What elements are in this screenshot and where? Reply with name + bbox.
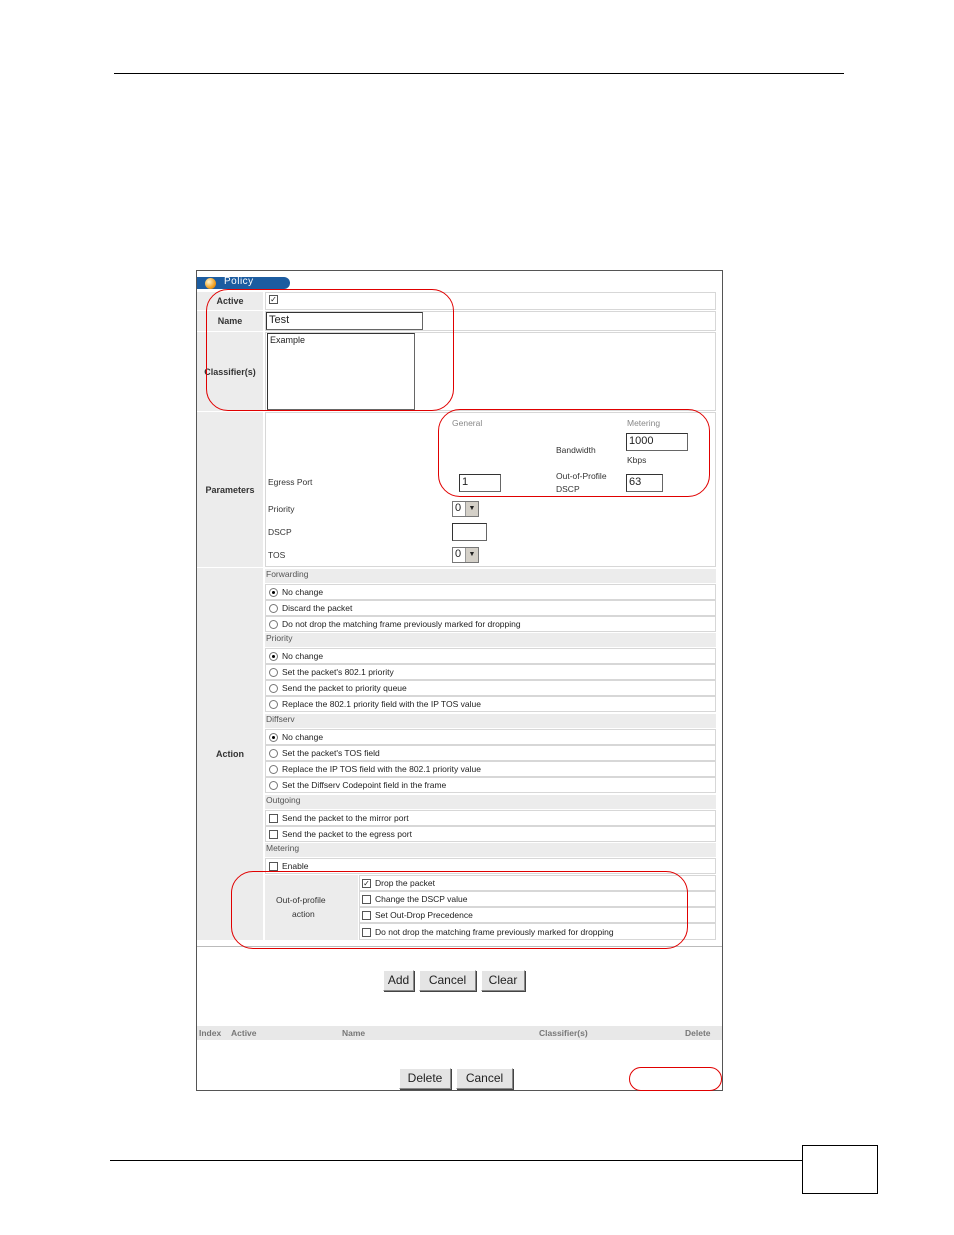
annotation-ring-general <box>206 289 454 411</box>
active-checkbox[interactable]: ✓ <box>270 295 277 304</box>
chevron-down-icon[interactable]: ▼ <box>465 548 478 562</box>
option-label: Do not drop the matching frame previously marked for dropping <box>282 619 521 629</box>
option-label: Set Out-Drop Precedence <box>375 910 473 920</box>
option-label: Replace the IP TOS field with the 802.1 priority value <box>282 764 481 774</box>
out-of-profile-label-1: Out-of-profile <box>276 895 326 905</box>
cancel-table-button[interactable]: Cancel <box>456 1068 513 1089</box>
checkbox[interactable] <box>269 830 278 839</box>
radio-button[interactable] <box>269 765 278 774</box>
checkbox[interactable] <box>269 862 278 871</box>
page-number-box <box>802 1145 878 1194</box>
diffserv-option-set-tos[interactable] <box>269 748 380 758</box>
policy-title-tab <box>197 277 290 289</box>
forwarding-header: Forwarding <box>265 569 716 583</box>
classifier-option[interactable]: Example <box>270 335 306 345</box>
option-label: Send the packet to the egress port <box>282 829 412 839</box>
forwarding-option-discard[interactable] <box>269 603 352 613</box>
radio-button[interactable] <box>269 781 278 790</box>
tos-select[interactable] <box>452 547 479 563</box>
column-delete: Delete <box>685 1028 711 1038</box>
egress-port-input[interactable]: 1 <box>459 474 501 492</box>
bandwidth-label: Bandwidth <box>556 445 596 455</box>
column-index: Index <box>199 1028 222 1038</box>
dscp-input[interactable] <box>452 523 487 541</box>
option-label: Change the DSCP value <box>375 894 468 904</box>
column-classifiers: Classifier(s) <box>539 1028 588 1038</box>
metering-label: Metering <box>627 418 661 428</box>
radio-button[interactable] <box>269 620 278 629</box>
option-label: Do not drop the matching frame previously marked for dropping <box>375 927 614 937</box>
panel-title: Policy <box>224 276 254 287</box>
diffserv-option-replace-tos[interactable] <box>269 764 481 774</box>
general-label: General <box>452 418 483 428</box>
label-active: Active <box>197 292 263 311</box>
diffserv-option-no-change[interactable] <box>269 732 323 742</box>
oop-dscp-input[interactable]: 63 <box>626 474 663 492</box>
label-parameters: Parameters <box>197 412 263 568</box>
annotation-ring-corner <box>629 1067 722 1091</box>
radio-button[interactable] <box>269 668 278 677</box>
radio-button[interactable] <box>269 700 278 709</box>
option-label: Send the packet to priority queue <box>282 683 407 693</box>
forwarding-option-no-change[interactable] <box>269 587 323 597</box>
priority-option-queue[interactable] <box>269 683 407 693</box>
option-label: Enable <box>282 861 309 871</box>
oop-dscp-label-1: Out-of-Profile <box>556 471 607 481</box>
column-name: Name <box>342 1028 366 1038</box>
checkbox[interactable]: ✓ <box>363 878 370 888</box>
bandwidth-unit: Kbps <box>627 455 647 465</box>
priority-option-set-8021[interactable] <box>269 667 394 677</box>
bandwidth-input[interactable]: 1000 <box>626 433 688 451</box>
policy-screen <box>196 270 723 1091</box>
delete-button[interactable]: Delete <box>399 1068 451 1089</box>
annotation-ring-out-of-profile <box>231 871 688 949</box>
annotation-ring-metering <box>438 409 710 497</box>
option-label: Send the packet to the mirror port <box>282 813 409 823</box>
checkbox[interactable] <box>269 814 278 823</box>
label-classifiers: Classifier(s) <box>197 332 263 412</box>
tos-select-value: 0 <box>455 548 462 560</box>
option-label: Drop the packet <box>375 878 436 888</box>
diffserv-row-0 <box>265 729 716 745</box>
header-rule <box>114 73 844 74</box>
option-label: No change <box>282 587 324 597</box>
option-label: No change <box>282 732 324 742</box>
option-label: No change <box>282 651 324 661</box>
priority-select-value: 0 <box>455 502 462 514</box>
option-label: Set the packet's TOS field <box>282 748 380 758</box>
radio-button[interactable] <box>269 588 278 597</box>
priority-option-no-change[interactable] <box>269 651 323 661</box>
radio-button[interactable] <box>269 733 278 742</box>
oop-dscp-label-2: DSCP <box>556 484 580 494</box>
option-label: Set the packet's 802.1 priority <box>282 667 394 677</box>
outgoing-option-egress[interactable] <box>269 829 412 839</box>
priority-row-0 <box>265 648 716 664</box>
out-of-profile-label-2: action <box>292 909 315 919</box>
priority-header: Priority <box>265 633 716 647</box>
name-input[interactable]: Test <box>266 312 423 330</box>
label-name: Name <box>197 311 263 332</box>
add-button[interactable]: Add <box>383 970 414 991</box>
chevron-down-icon[interactable]: ▼ <box>465 502 478 516</box>
radio-button[interactable] <box>269 684 278 693</box>
metering-enable[interactable] <box>269 861 308 871</box>
forwarding-row-0 <box>265 584 716 600</box>
label-action: Action <box>197 568 263 941</box>
radio-button[interactable] <box>269 749 278 758</box>
option-label: Discard the packet <box>282 603 353 613</box>
priority-label: Priority <box>268 504 295 514</box>
outgoing-option-mirror[interactable] <box>269 813 409 823</box>
diffserv-header: Diffserv <box>265 714 716 728</box>
column-active: Active <box>231 1028 257 1038</box>
option-label: Replace the 802.1 priority field with the IP TOS value <box>282 699 481 709</box>
footer-rule <box>110 1160 802 1161</box>
priority-option-replace[interactable] <box>269 699 481 709</box>
orb-icon <box>205 278 216 289</box>
radio-button[interactable] <box>269 652 278 661</box>
clear-button[interactable]: Clear <box>481 970 525 991</box>
metering-header: Metering <box>265 843 716 857</box>
priority-select[interactable] <box>452 501 479 517</box>
diffserv-option-codepoint[interactable] <box>269 780 446 790</box>
outgoing-header: Outgoing <box>265 795 716 809</box>
forwarding-option-do-not-drop[interactable] <box>269 619 521 629</box>
egress-port-label: Egress Port <box>268 477 313 487</box>
dscp-label: DSCP <box>268 527 292 537</box>
tos-label: TOS <box>268 550 286 560</box>
cancel-button[interactable]: Cancel <box>419 970 476 991</box>
table-header-row <box>197 1026 722 1040</box>
option-label: Set the Diffserv Codepoint field in the frame <box>282 780 447 790</box>
radio-button[interactable] <box>269 604 278 613</box>
